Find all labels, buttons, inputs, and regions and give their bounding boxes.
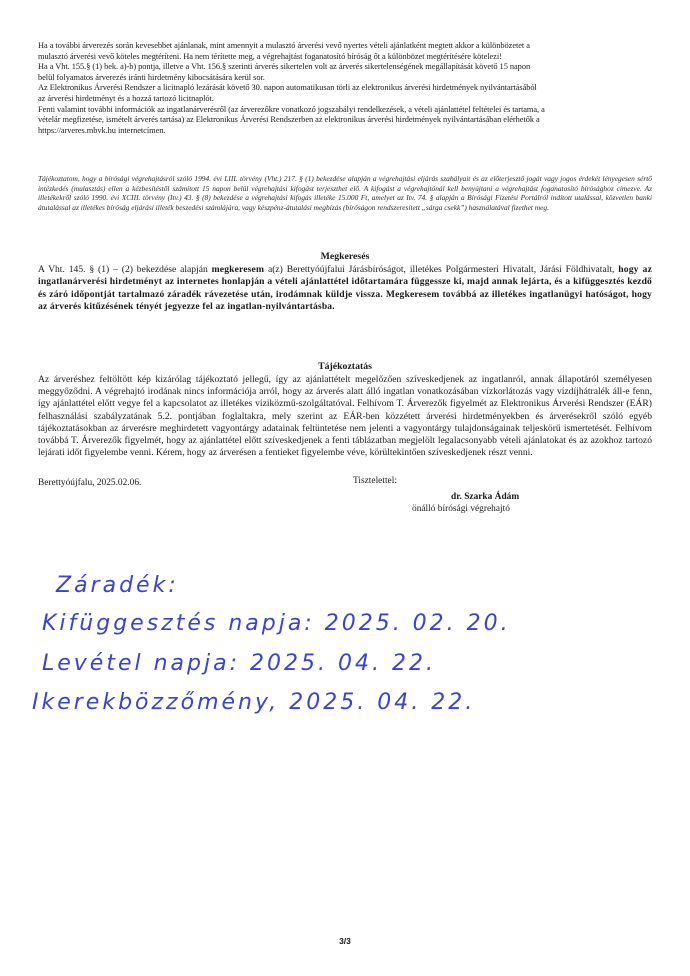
handwritten-removal-date: Levétel napja: 2025. 04. 22. <box>42 651 436 676</box>
request-text-4: hogy az ingatlanárverési hirdetményt az internetes honlapján a vételi ajánlattétel időtartamára függessze ki, majd annak lejárta, és a kifüggesztés kezdő és záró időpontját tartalmazó záradék rávezetése után, irodámnak küldje vissza. Megkeresem továbbá az illetékes ingatlanügyi hatóságot, hogy az árverés kitűzésének tényét jegyezze fel az ingatlan-nyilvántartásba. <box>38 264 652 313</box>
rules-line: https://arveres.mbvk.hu internetcímen. <box>38 125 166 135</box>
info-paragraph: Az árveréshez feltöltött kép kizárólag tájékoztató jellegű, így az ajánlattételt megelőzően szíveskedjenek az ingatlanról, annak állapotáról személyesen meggyőződni. A végrehajtó irodának nincs információja arról, hogy az árverés alatt álló ingatlan vonatkozásában vízkorlátozás vagy vízdíjhátralék áll-e fenn, így ajánlattétel előtt vegye fel a kapcsolatot az illetékes víziközmű-szolgáltatóval. Felhívom T. Árverezők figyelmét az Elektronikus Árverési Rendszer (EÁR) felhasználási szabályzatának 5.2. pontjában foglaltakra, mely szerint az EÁR-ben közzétett árverési hirdetményekben és árverésekről szóló egyéb tájékoztatásokban az árverésre meghirdetett vagyontárgy adatainak feltüntetése nem jelenti a vagyontárgy tulajdonságainak teljeskörű ismertetését. Felhívom továbbá T. Árverezők figyelmét, hogy az ajánlattétel előtt szíveskedjenek a fenti táblázatban megjelölt legalacsonyabb vételi ajánlatokat és az azokhoz tartozó lejárati időt figyelembe venni. Kérem, hogy az árverésen a fentieket figyelembe véve, körültekintően szíveskedjenek részt venni. <box>38 374 652 459</box>
info-heading: Tájékoztatás <box>318 361 372 372</box>
rules-line: Ha a további árverezés során kevesebbet ajánlanak, mint amennyit a mulasztó árverési vevő nyertes vételi ajánlatként megtett akkor a különbözetet a <box>38 41 530 50</box>
handwritten-posting-date: Kifüggesztés napja: 2025. 02. 20. <box>42 611 511 636</box>
rules-line: belül folyamatos árverezés iránti hirdetmény kibocsátására kerül sor. <box>38 72 265 82</box>
signer-title: önálló bírósági végrehajtó <box>412 504 510 514</box>
rules-line: Az Elektronikus Árverési Rendszer a licitnapló lezárását követő 30. napon automatikusan törli az elektronikus árverési hirdetmények nyilvántartásából <box>38 83 537 93</box>
rules-line: Fenti valamint további információk az ingatlanárverésről (az árverezőkre vonatkozó jogszabályi rendelkezések, a vételi ajánlattétel feltételei és tartama, a <box>38 104 545 114</box>
request-heading: Megkeresés <box>320 251 370 262</box>
legal-remedy-notice: Tájékoztatom, hogy a bírósági végrehajtásról szóló 1994. évi LIII. törvény (Vht.) 217. § (1) bekezdése alapján a végrehajtási eljárás szabályait és az előterjesztő jogát vagy jogos érdekét lényegesen sértő intézkedés (mulasztás) ellen a kézbesítéstől számított 15 napon belül végrehajtási kifogást terjeszthet elő. A kifogást a végrehajtónál kell benyújtani a végrehajtást foganatosító bírósághoz címezve. Az illetékekről szóló 1990. évi XCIII. törvény (Itv.) 43. § (8) bekezdése a végrehajtási kifogás illetéke 15.000 Ft, amelyet az Itv. 74. § alapján a Bírósági Fizetési Portálról indított utalással, közvetlen banki átutalással az illetékes bíróság eljárási illeték beszedési számlájára, vagy készpénz-átutalási megbízás (bíróságon rendszeresített „sárga csekk”) használatával fizethet meg. <box>38 174 652 212</box>
request-paragraph <box>38 264 652 314</box>
request-text-1: A Vht. 145. § (1) – (2) bekezdése alapján <box>38 264 212 275</box>
page-number: 3/3 <box>339 936 351 946</box>
handwritten-place-date: Ikerekbözzőmény, 2025. 04. 22. <box>32 690 476 715</box>
signer-name: dr. Szarka Ádám <box>451 492 520 502</box>
rules-line: vételár megfizetése, ismételt árverés tartása) az Elektronikus Árverési Rendszerben az elektronikus árverési hirdetmények nyilvántartásában elérhetők a <box>38 115 540 125</box>
handwritten-clause-heading: Záradék: <box>56 573 179 598</box>
rules-line: Ha a Vht. 155.§ (1) bek. a)-b) pontja, illetve a Vht. 156.§ szerinti árverés sikertelen volt az árverés sikertelenségének megállapítását követő 15 napon <box>38 62 531 72</box>
rules-line: az árverési hirdetményt és a hozzá tartozó licitnaplót. <box>38 93 214 103</box>
auction-rules-paragraph <box>38 41 652 136</box>
request-text-3: a(z) Berettyóújfalui Járásbíróságot, illetékes Polgármesteri Hivatalt, Járási Földhivatalt, <box>264 264 619 275</box>
request-text-2: megkeresem <box>211 264 265 275</box>
rules-line: mulasztó árverési vevő köteles megtéríteni. Ha nem térítette meg, a végrehajtást foganatosító bíróság őt a különbözet megtérítésére kötelezi! <box>38 51 502 61</box>
greeting: Tisztelettel: <box>353 476 397 486</box>
place-date: Berettyóújfalu, 2025.02.06. <box>38 478 142 488</box>
